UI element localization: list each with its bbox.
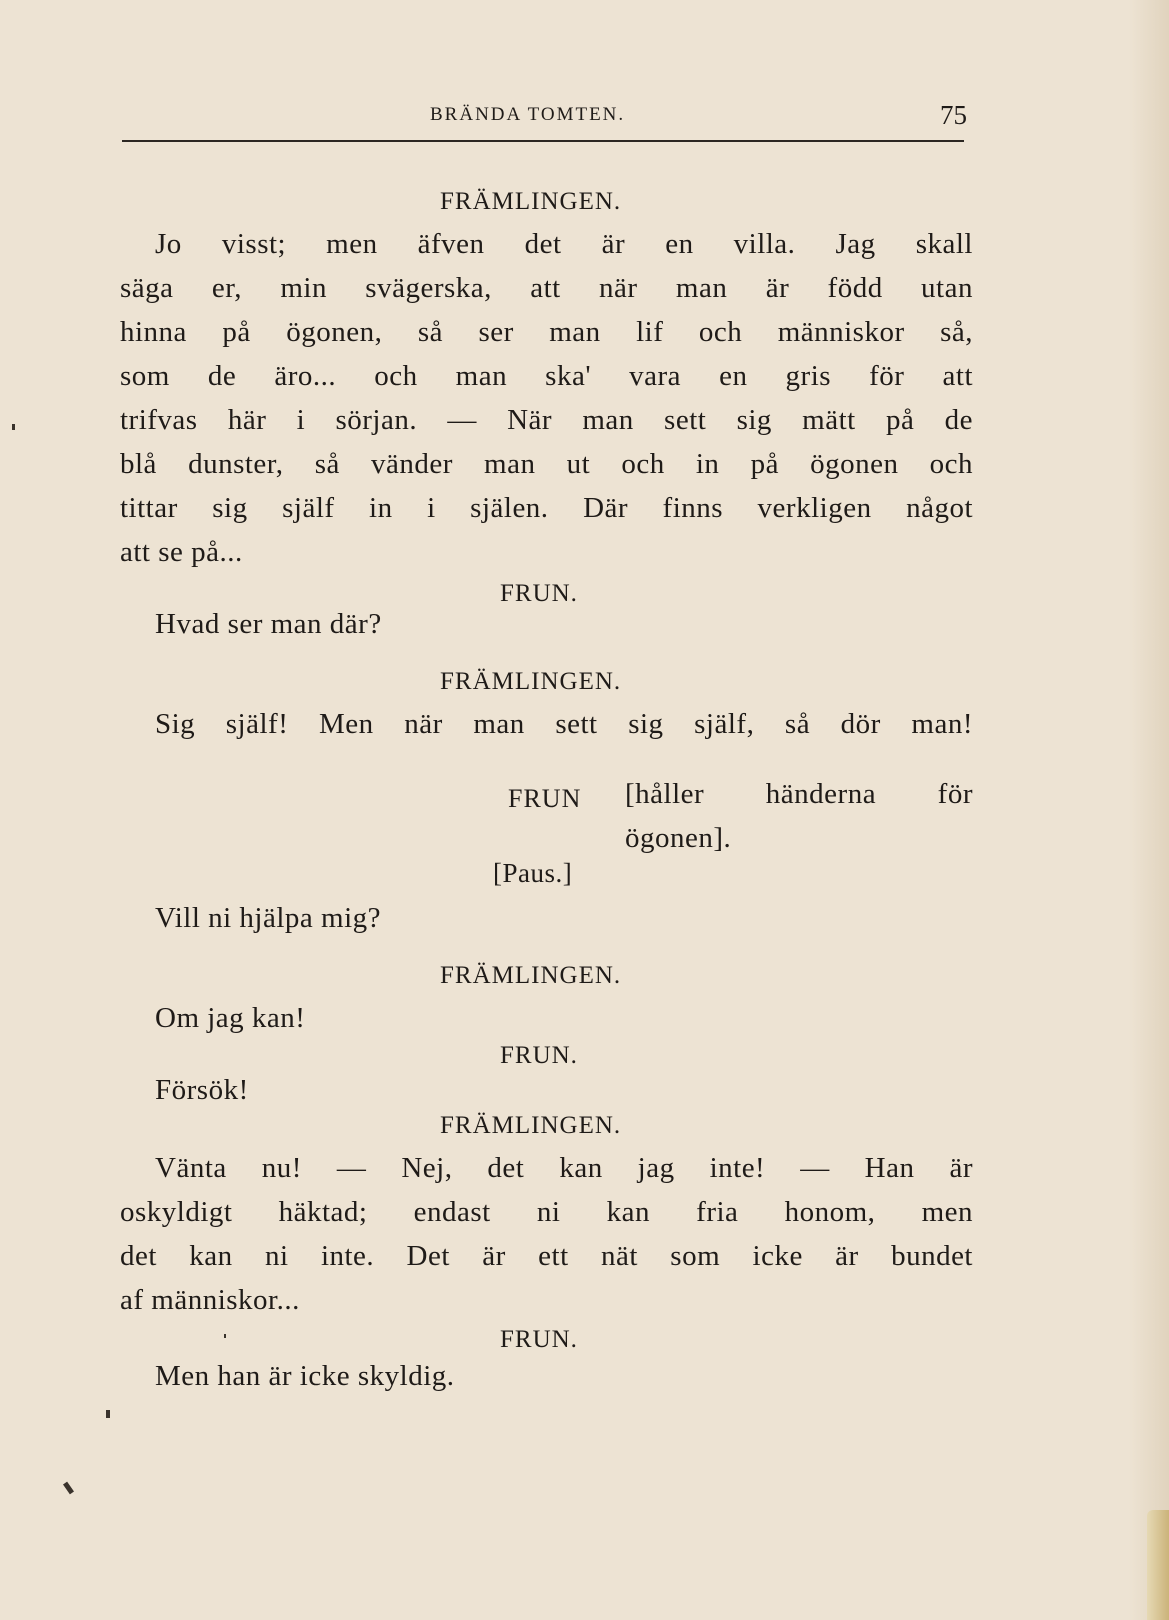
speech-line: säga er, min svägerska, att när man är född utan [120, 272, 973, 304]
page-number: 75 [940, 100, 967, 130]
stage-direction-pause: [Paus.] [493, 858, 573, 888]
bookmark-tab [1147, 1510, 1169, 1620]
speech-line: Försök! [155, 1074, 249, 1106]
speech-line: som de äro... och man ska' vara en gris för att [120, 360, 973, 392]
speech-line: det kan ni inte. Det är ett nät som icke är bundet [120, 1240, 973, 1272]
ink-speck [63, 1482, 74, 1495]
speech-line: Vill ni hjälpa mig? [155, 902, 382, 934]
speech-line: tittar sig själf in i själen. Där finns verkligen något [120, 492, 973, 524]
speech-line: Vänta nu! — Nej, det kan jag inte! — Han är [155, 1152, 973, 1184]
speech-line: blå dunster, så vänder man ut och in på ögonen och [120, 448, 973, 480]
speech-line: oskyldigt häktad; endast ni kan fria honom, men [120, 1196, 973, 1228]
running-head: BRÄNDA TOMTEN. [430, 104, 626, 125]
speaker-label: FRUN. [500, 580, 578, 607]
speech-line: Om jag kan! [155, 1002, 306, 1034]
speaker-label: FRUN. [500, 1326, 578, 1353]
speaker-label: FRÄMLINGEN. [440, 668, 622, 695]
speaker-label: FRUN. [500, 1042, 578, 1069]
header-rule [122, 140, 964, 142]
speech-line: Sig själf! Men när man sett sig själf, så dör man! [155, 708, 973, 740]
page-edge-shadow [1129, 0, 1169, 1620]
stage-direction: [håller händerna för [625, 778, 973, 810]
speech-line: Jo visst; men äfven det är en villa. Jag skall [155, 228, 973, 260]
speaker-label: FRÄMLINGEN. [440, 962, 622, 989]
speech-line: Hvad ser man där? [155, 608, 382, 640]
speaker-label: FRUN [508, 784, 582, 813]
ink-speck [224, 1334, 226, 1338]
speech-line: att se på... [120, 536, 243, 568]
speaker-label: FRÄMLINGEN. [440, 188, 622, 215]
stage-direction: ögonen]. [625, 822, 732, 854]
ink-speck [12, 424, 15, 430]
speaker-label: FRÄMLINGEN. [440, 1112, 622, 1139]
speech-line: hinna på ögonen, så ser man lif och människor så, [120, 316, 973, 348]
speech-line: af människor... [120, 1284, 300, 1316]
ink-speck [106, 1410, 110, 1418]
speech-line: trifvas här i sörjan. — När man sett sig mätt på de [120, 404, 973, 436]
speech-line: Men han är icke skyldig. [155, 1360, 455, 1392]
